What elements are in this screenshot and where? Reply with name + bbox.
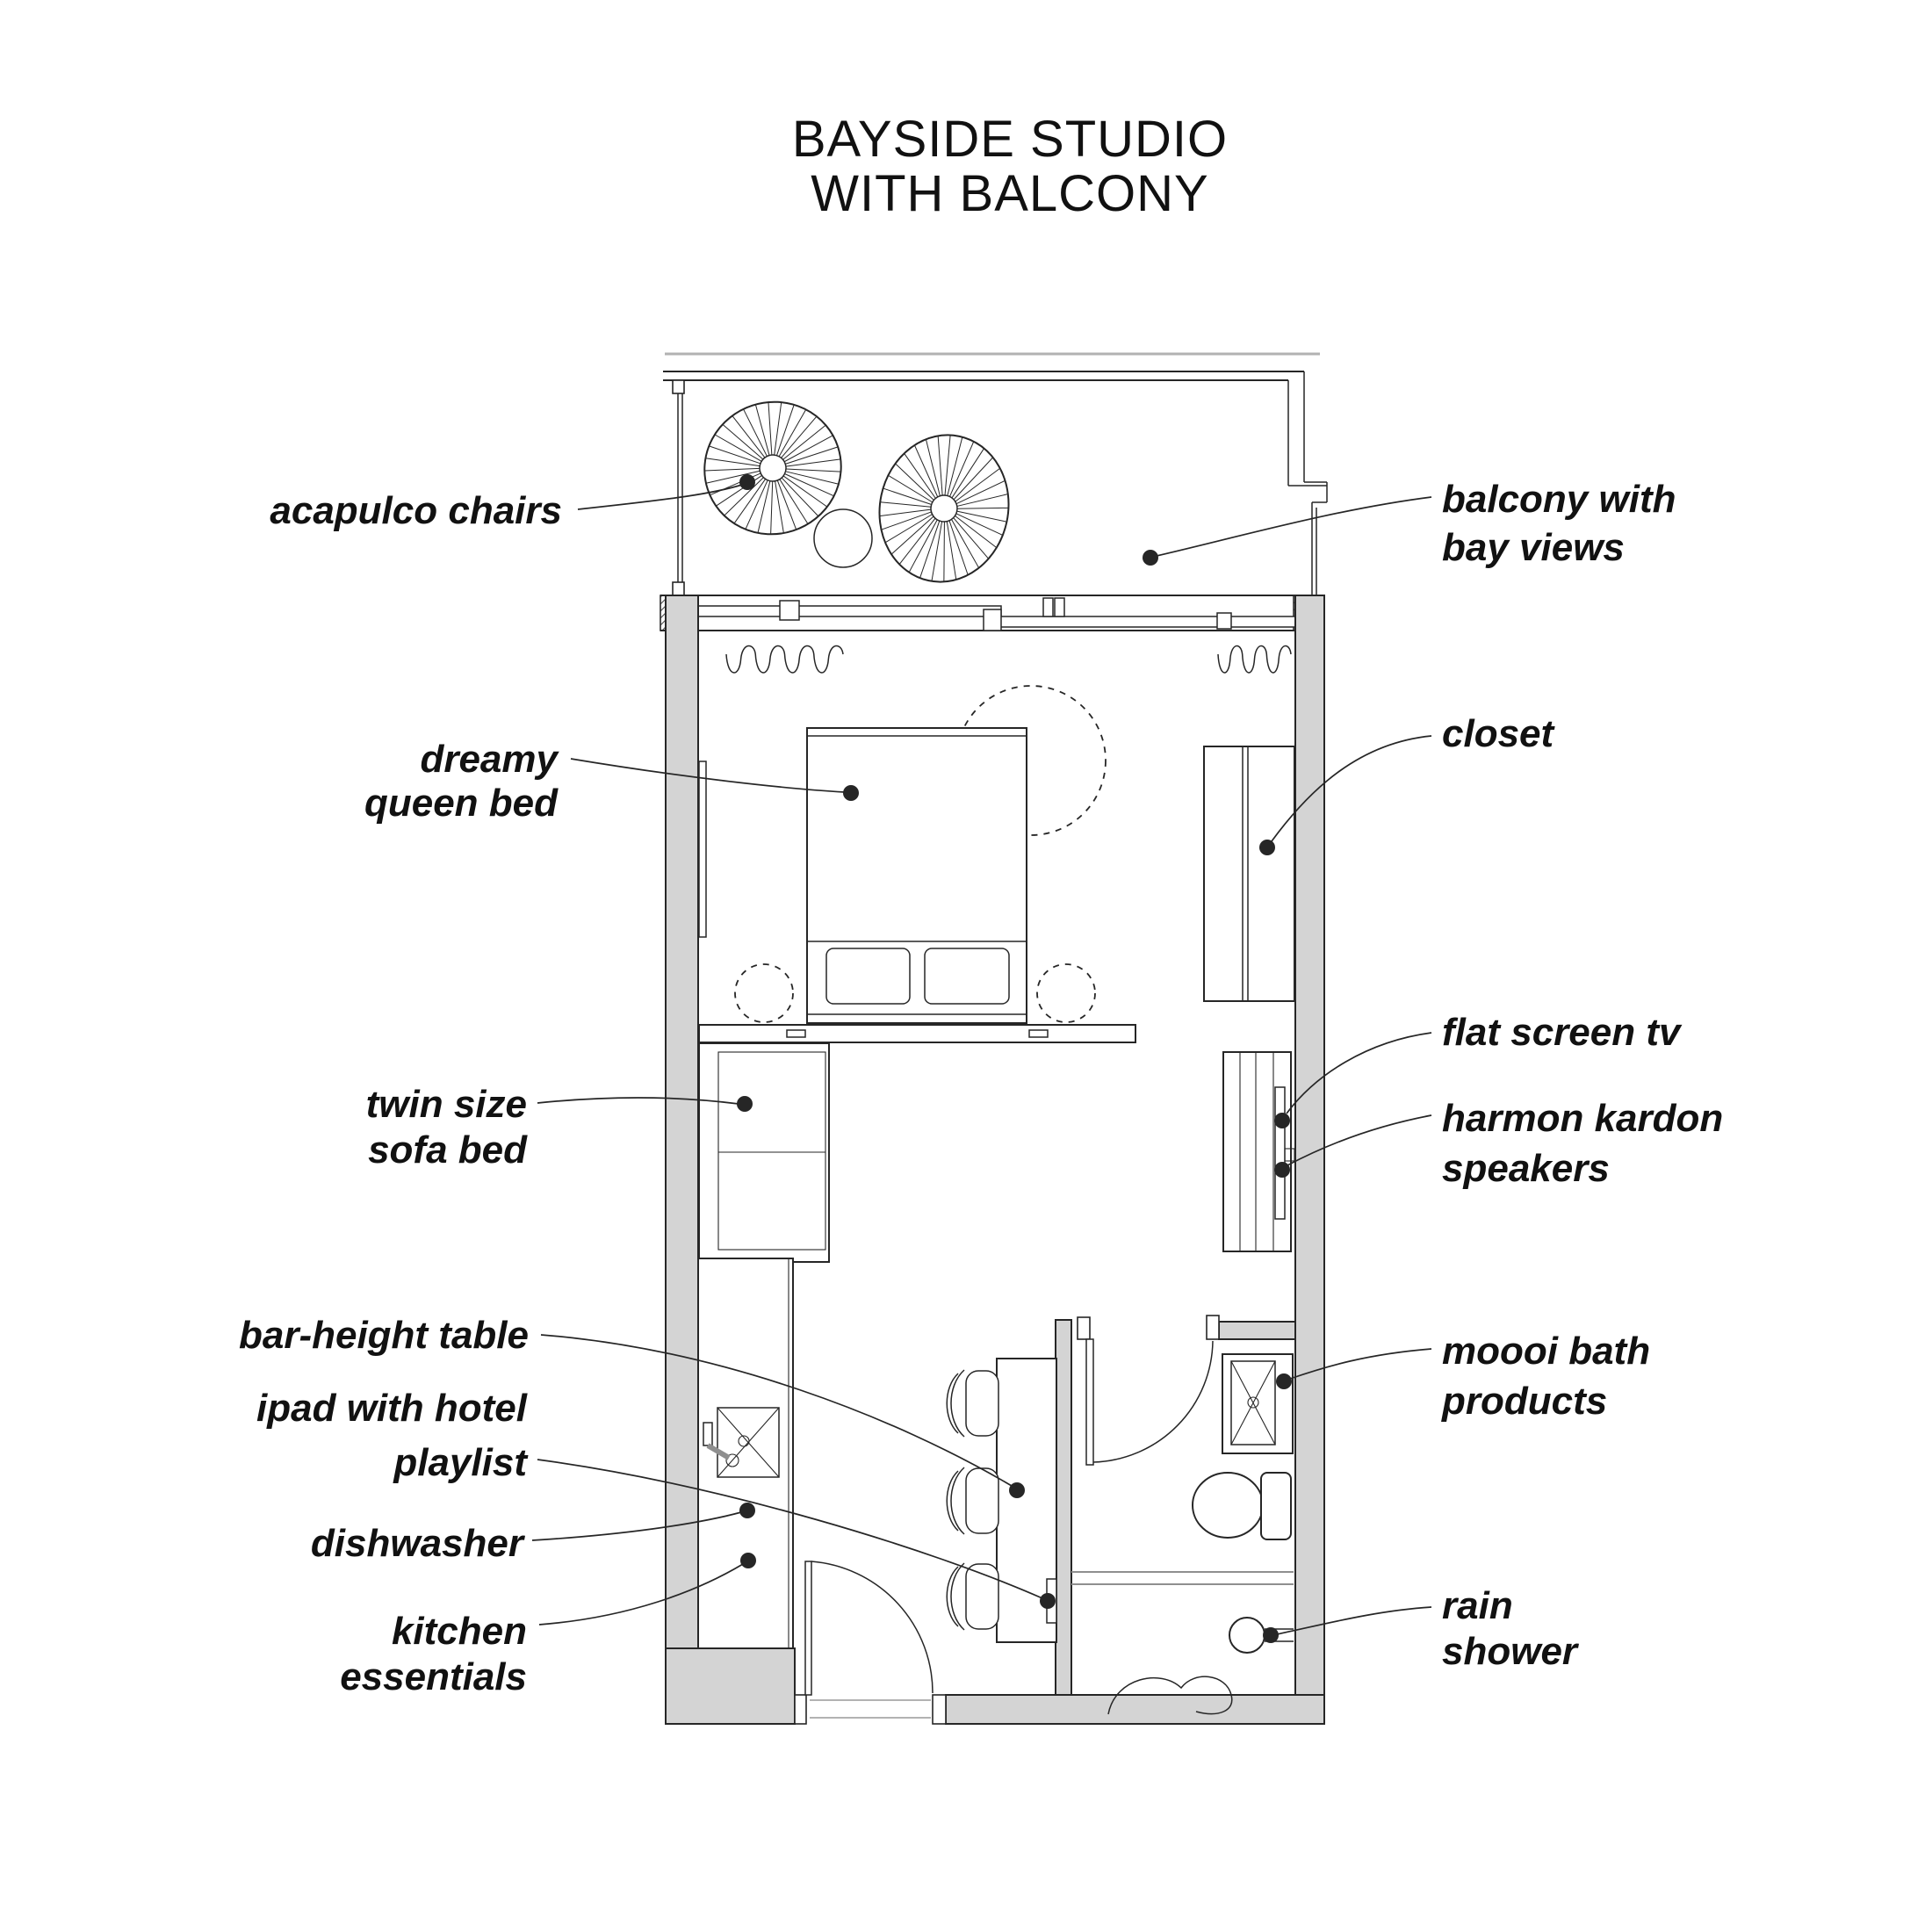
label-speakers-1: harmon kardon [1442,1097,1724,1140]
nightstand-right [1037,964,1095,1022]
faucet [703,1423,712,1445]
bar-chair [947,1370,998,1437]
title-line-2: WITH BALCONY [811,165,1209,222]
leader-dot-kitchen [740,1553,756,1568]
leader-dot-closet [1259,840,1275,855]
sliding-panel-left [688,606,1001,616]
label-dishwasher: dishwasher [310,1522,523,1565]
label-bath-products-1: moooi bath [1442,1330,1651,1373]
leader-dot-dishwasher [739,1503,755,1518]
balcony-top-wall [663,371,1304,380]
leader-dot-tv [1274,1113,1290,1128]
leader-dot-ipad [1040,1593,1056,1609]
bottom-wall-right [946,1695,1324,1724]
window-mullion [1217,613,1231,629]
label-balcony-2: bay views [1442,526,1625,569]
leader-dot-rain-shower [1263,1627,1279,1643]
toilet [1193,1473,1291,1539]
leader-dot-bath-products [1276,1373,1292,1389]
shower-partition [1071,1572,1294,1584]
bench [699,1025,1135,1042]
curtains [726,645,1291,673]
curtain-left [726,645,843,673]
label-closet: closet [1442,712,1554,755]
door-leaf [805,1561,811,1695]
leader-dot-balcony [1143,550,1158,566]
curtain-right [1218,645,1291,673]
balcony-table [814,509,872,567]
leader-balcony [1157,497,1431,556]
label-ipad-2: playlist [393,1441,527,1484]
bottom-wall-left [666,1648,795,1724]
sofa-bed [699,1043,829,1262]
bathroom-door-swing-arc [1093,1341,1213,1462]
bathroom-wall-vertical [1056,1320,1071,1695]
window-mullion [780,601,799,620]
labels-right [1441,478,1723,1673]
label-rain-shower-2: shower [1442,1630,1578,1673]
pillow [925,948,1009,1004]
window-wall [660,595,1324,631]
queen-bed [807,728,1027,1023]
label-speakers-2: speakers [1442,1147,1610,1190]
kitchen-counter [698,1258,793,1648]
balcony [663,354,1327,595]
leader-dot-sofa-bed [737,1096,753,1112]
bench-pull [787,1030,805,1037]
door-jamb [933,1695,946,1724]
door-jamb [1078,1317,1090,1339]
window-clip [1055,598,1064,616]
label-queen-bed-2: queen bed [364,782,558,825]
pillow [826,948,910,1004]
label-rain-shower-1: rain [1442,1584,1513,1627]
bar-chair [947,1563,998,1630]
acapulco-chair-1 [688,385,859,552]
label-sofa-bed-1: twin size [365,1083,527,1126]
label-bar-table: bar-height table [238,1314,529,1357]
bedroom-area [699,686,1135,1042]
closet [1204,746,1294,1001]
balcony-left-wall [678,380,682,595]
bench-pull [1029,1030,1048,1037]
label-sofa-bed-2: sofa bed [368,1128,527,1171]
sliding-panel-right [991,616,1295,627]
label-flat-tv: flat screen tv [1442,1011,1681,1054]
leader-dot-speakers [1274,1162,1290,1178]
labels-left [239,489,562,1698]
bathroom-door-leaf [1086,1339,1093,1465]
wall-mirror [699,761,706,937]
label-bath-products-2: products [1442,1380,1608,1423]
label-kitchen-1: kitchen [391,1610,527,1653]
balcony-wall-cap [673,380,684,393]
window-clip [1043,598,1053,616]
door-swing-arc [811,1561,933,1693]
entry-door [795,1561,946,1724]
nightstand-left [735,964,793,1022]
leader-dot-acapulco [739,474,755,490]
bathroom [1071,1316,1294,1714]
bar-chair [947,1467,998,1534]
bathroom-wall-horizontal [1219,1322,1295,1339]
leader-dot-bar-table [1009,1482,1025,1498]
flat-screen-tv [1275,1087,1285,1219]
threshold [810,1700,931,1718]
window-mullion [984,609,1001,631]
vanity-sink [1222,1354,1293,1453]
label-balcony-1: balcony with [1442,478,1676,521]
label-ipad-1: ipad with hotel [256,1387,527,1430]
balcony-wall-cap [673,582,684,595]
page-title [792,111,1228,222]
acapulco-chair-2 [866,423,1022,595]
leader-queen-bed [571,759,845,792]
leader-dot-queen-bed [843,785,859,801]
leader-acapulco [578,485,742,509]
rain-shower-head [1229,1618,1294,1653]
label-kitchen-2: essentials [340,1655,527,1698]
balcony-right-wall [1288,371,1327,595]
door-jamb [795,1695,806,1724]
left-wall [666,595,698,1724]
title-line-1: BAYSIDE STUDIO [791,111,1229,168]
label-queen-bed-1: dreamy [420,738,558,781]
tv-console [1223,1052,1294,1251]
door-jamb [1207,1316,1219,1339]
label-acapulco-chairs: acapulco chairs [270,489,562,532]
